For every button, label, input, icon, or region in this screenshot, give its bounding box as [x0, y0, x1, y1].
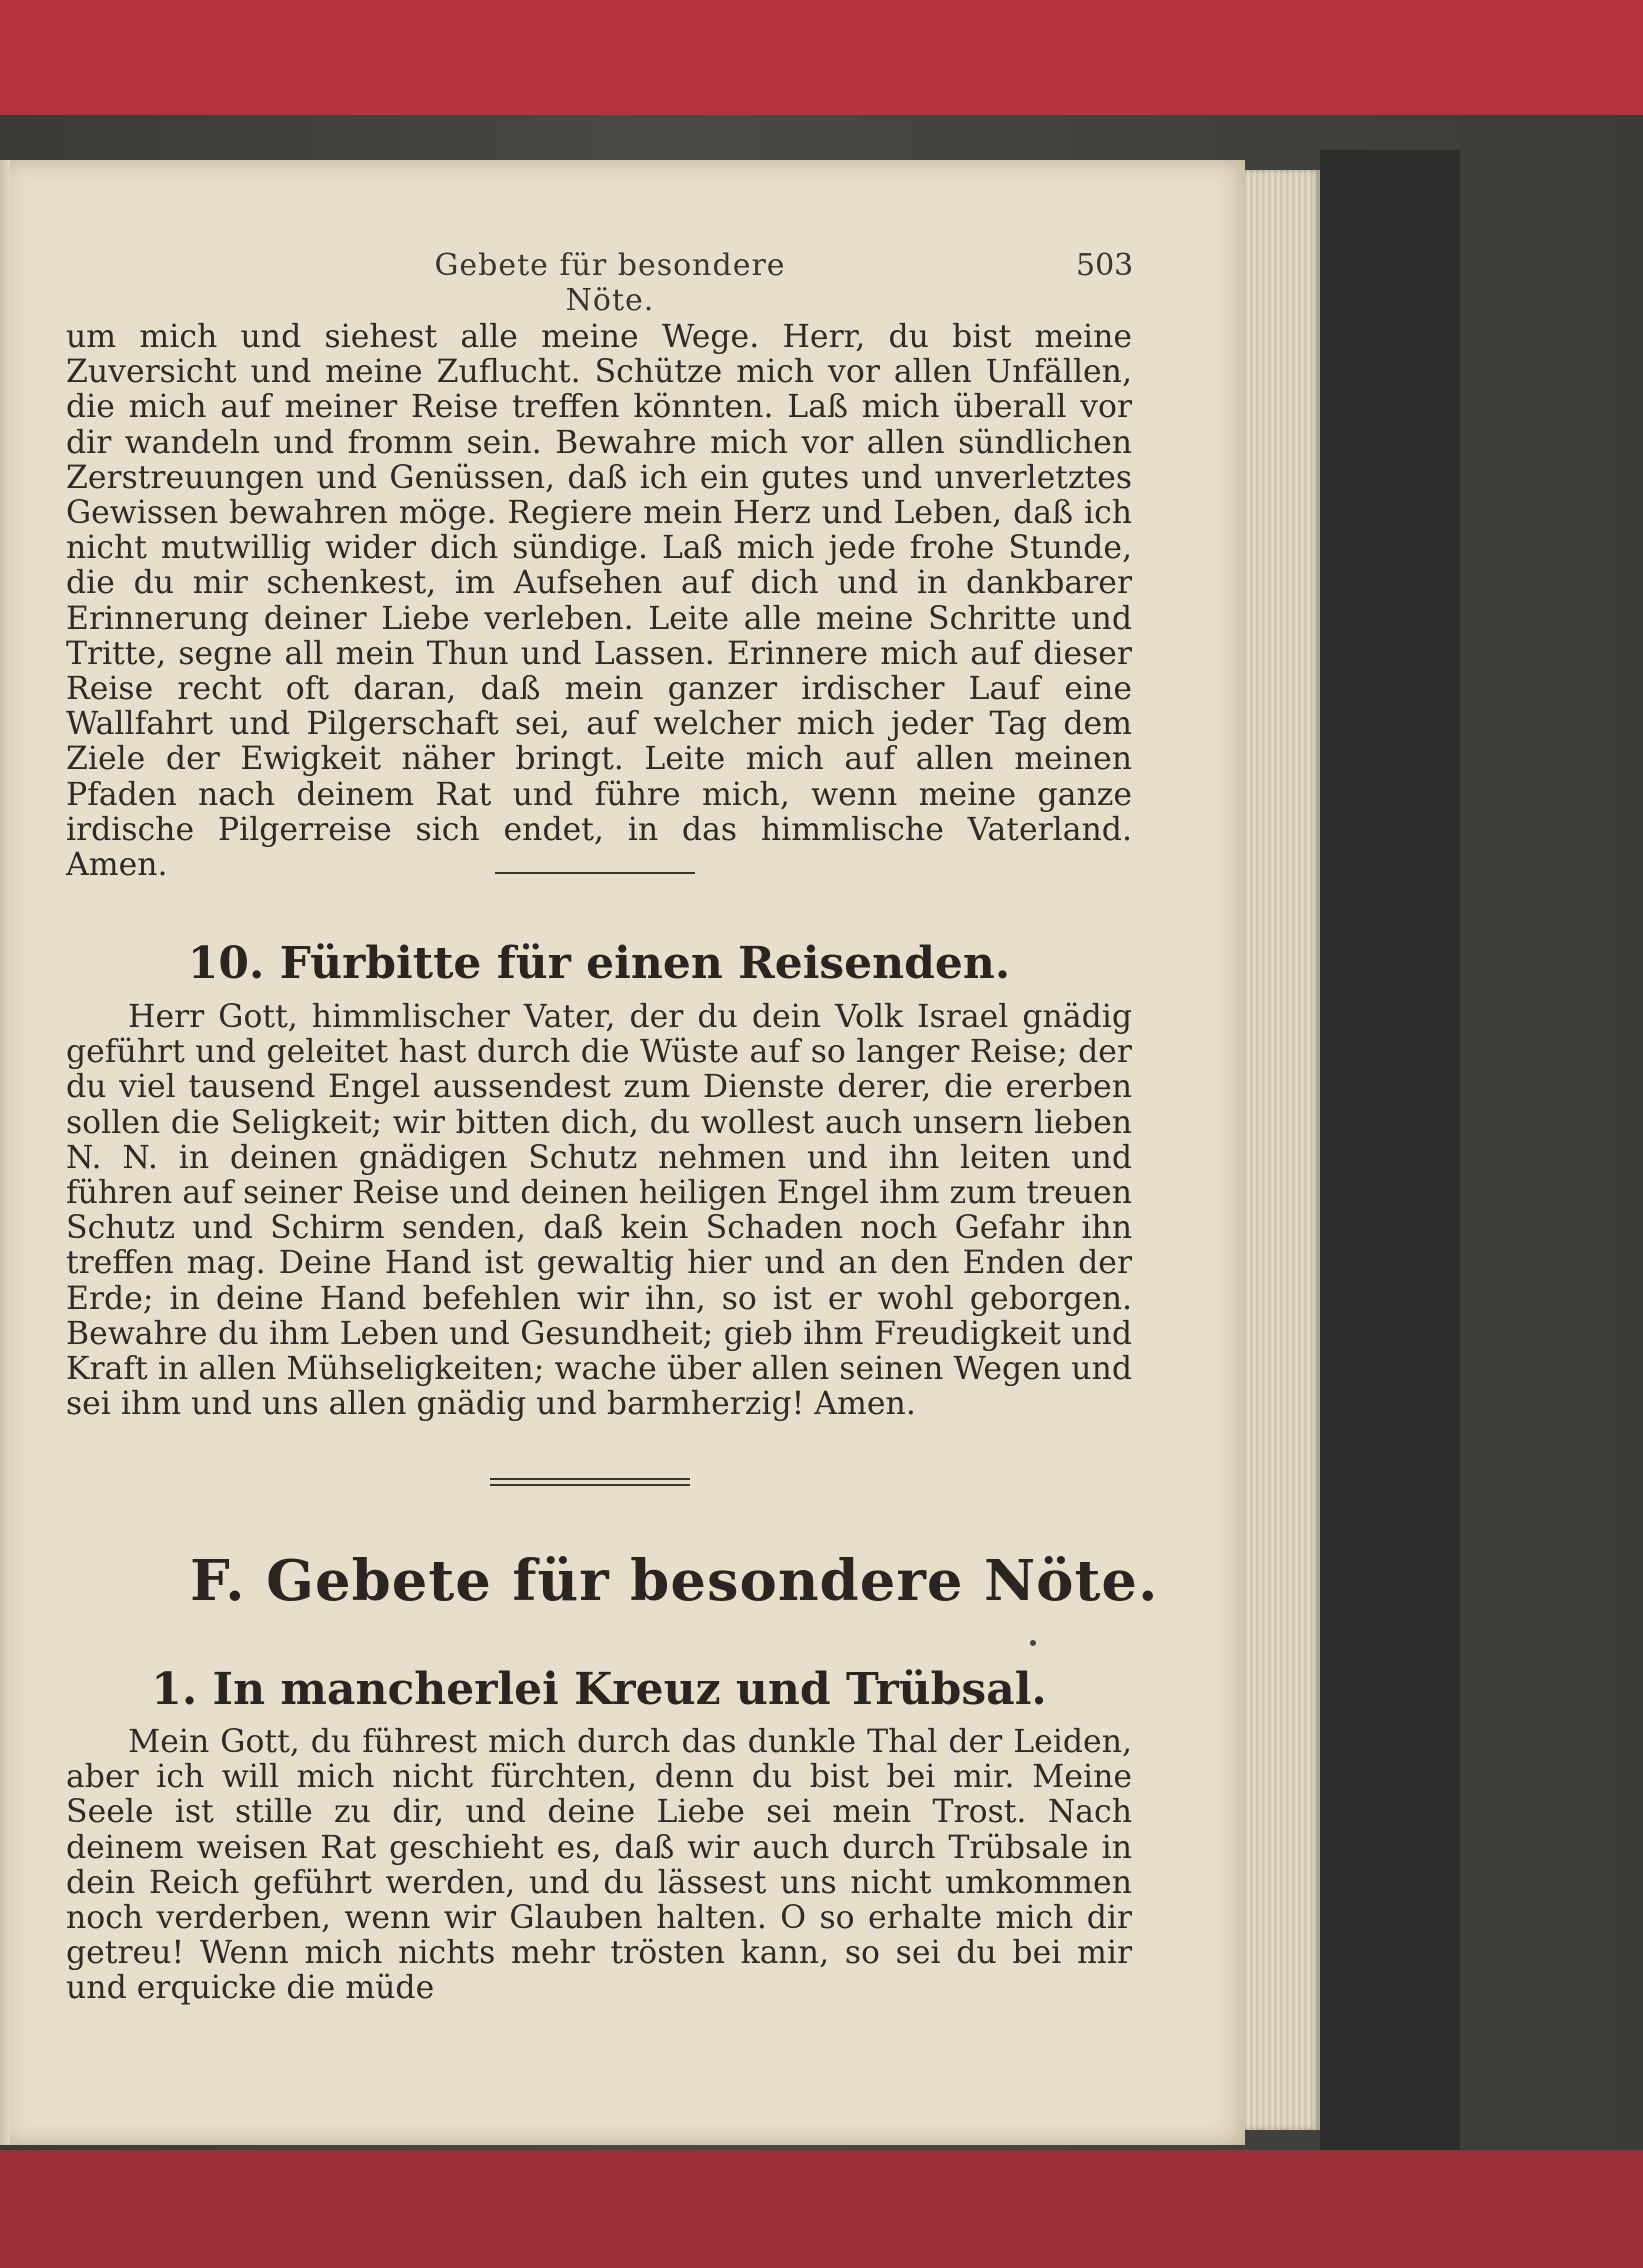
prayer-body	[66, 1000, 1132, 1422]
prayer-title-2: In mancherlei Kreuz und Trübsal.	[212, 1664, 1047, 1715]
prayer-body-2	[66, 1725, 1132, 2007]
book-cover-edge	[1320, 150, 1460, 2150]
running-head: Gebete für besondere Nöte.	[434, 248, 786, 318]
prayer-body-text: Herr Gott, himmlischer Vater, der du dein Volk Israel gnädig geführt und geleitet hast durch die Wüste auf so langer Reise; der du viel tausend Engel aussendest zum Dienste derer, die ererben sollen die Seligkeit; wir bitten dich, du wollest auch unsern lieben N. N. in deinen gnädigen Schutz nehmen und ihn leiten und führen auf seiner Reise und deinen heiligen Engel ihm zum treuen Schutz und Schirm senden, daß kein Schaden noch Gefahr ihn treffen mag. Deine Hand ist gewaltig hier und an den Enden der Erde; in deine Hand befehlen wir ihn, so ist er wohl geborgen. Bewahre du ihm Leben und Gesundheit; gieb ihm Freudigkeit und Kraft in allen Mühseligkeiten; wache über allen seinen Wegen und sei ihm und uns allen gnädig und barmherzig! Amen.	[66, 999, 1132, 1423]
prayer-number: 10.	[187, 938, 265, 989]
page-edges	[1235, 170, 1320, 2130]
prayer-continuation	[66, 320, 1132, 883]
section-letter: F.	[190, 1548, 246, 1614]
section-divider	[495, 872, 695, 874]
prayer-heading	[66, 938, 1132, 989]
prayer-heading-2	[66, 1664, 1132, 1715]
prayer-body-text-2: Mein Gott, du führest mich durch das dunkle Thal der Leiden, aber ich will mich nicht fürchten, denn du bist bei mir. Meine Seele ist stille zu dir, und deine Liebe sei mein Trost. Nach deinem weisen Rat geschieht es, daß wir auch durch Trübsale in dein Reich geführt werden, und du lässest uns nicht umkommen noch verderben, wenn wir Glauben halten. O so erhalte mich dir getreu! Wenn mich nichts mehr trösten kann, so sei du bei mir und erquicke die müde	[66, 1724, 1132, 2007]
prayer-number-2: 1.	[151, 1664, 198, 1715]
prayer-title: Fürbitte für einen Reisenden.	[279, 938, 1011, 989]
prayer-continuation-text: um mich und siehest alle meine Wege. Herr, du bist meine Zuversicht und meine Zuflucht. Schütze mich vor allen Unfällen, die mich auf meiner Reise treffen könnten. Laß mich überall vor dir wandeln und fromm sein. Bewahre mich vor allen sündlichen Zerstreuungen und Genüssen, daß ich ein gutes und unverletztes Gewissen bewahren möge. Regiere mein Herz und Leben, daß ich nicht mutwillig wider dich sündige. Laß mich jede frohe Stunde, die du mir schenkest, im Aufsehen auf dich und in dankbarer Erinnerung deiner Liebe verleben. Leite alle meine Schritte und Tritte, segne all mein Thun und Lassen. Erinnere mich auf dieser Reise recht oft daran, daß mein ganzer irdischer Lauf eine Wallfahrt und Pilgerschaft sei, auf welcher mich jeder Tag dem Ziele der Ewigkeit näher bringt. Leite mich auf allen meinen Pfaden nach deinem Rat und führe mich, wenn meine ganze irdische Pilgerreise sich endet, in das himmlische Vaterland. Amen.	[66, 319, 1132, 884]
ink-speck	[1030, 1640, 1036, 1646]
page-gutter	[0, 160, 10, 2145]
double-divider	[490, 1478, 690, 1486]
book-page	[0, 160, 1245, 2145]
section-heading	[190, 1548, 1158, 1614]
background-surface	[0, 2150, 1643, 2268]
section-title: Gebete für besondere Nöte.	[266, 1548, 1159, 1614]
page-number: 503	[1076, 248, 1134, 283]
